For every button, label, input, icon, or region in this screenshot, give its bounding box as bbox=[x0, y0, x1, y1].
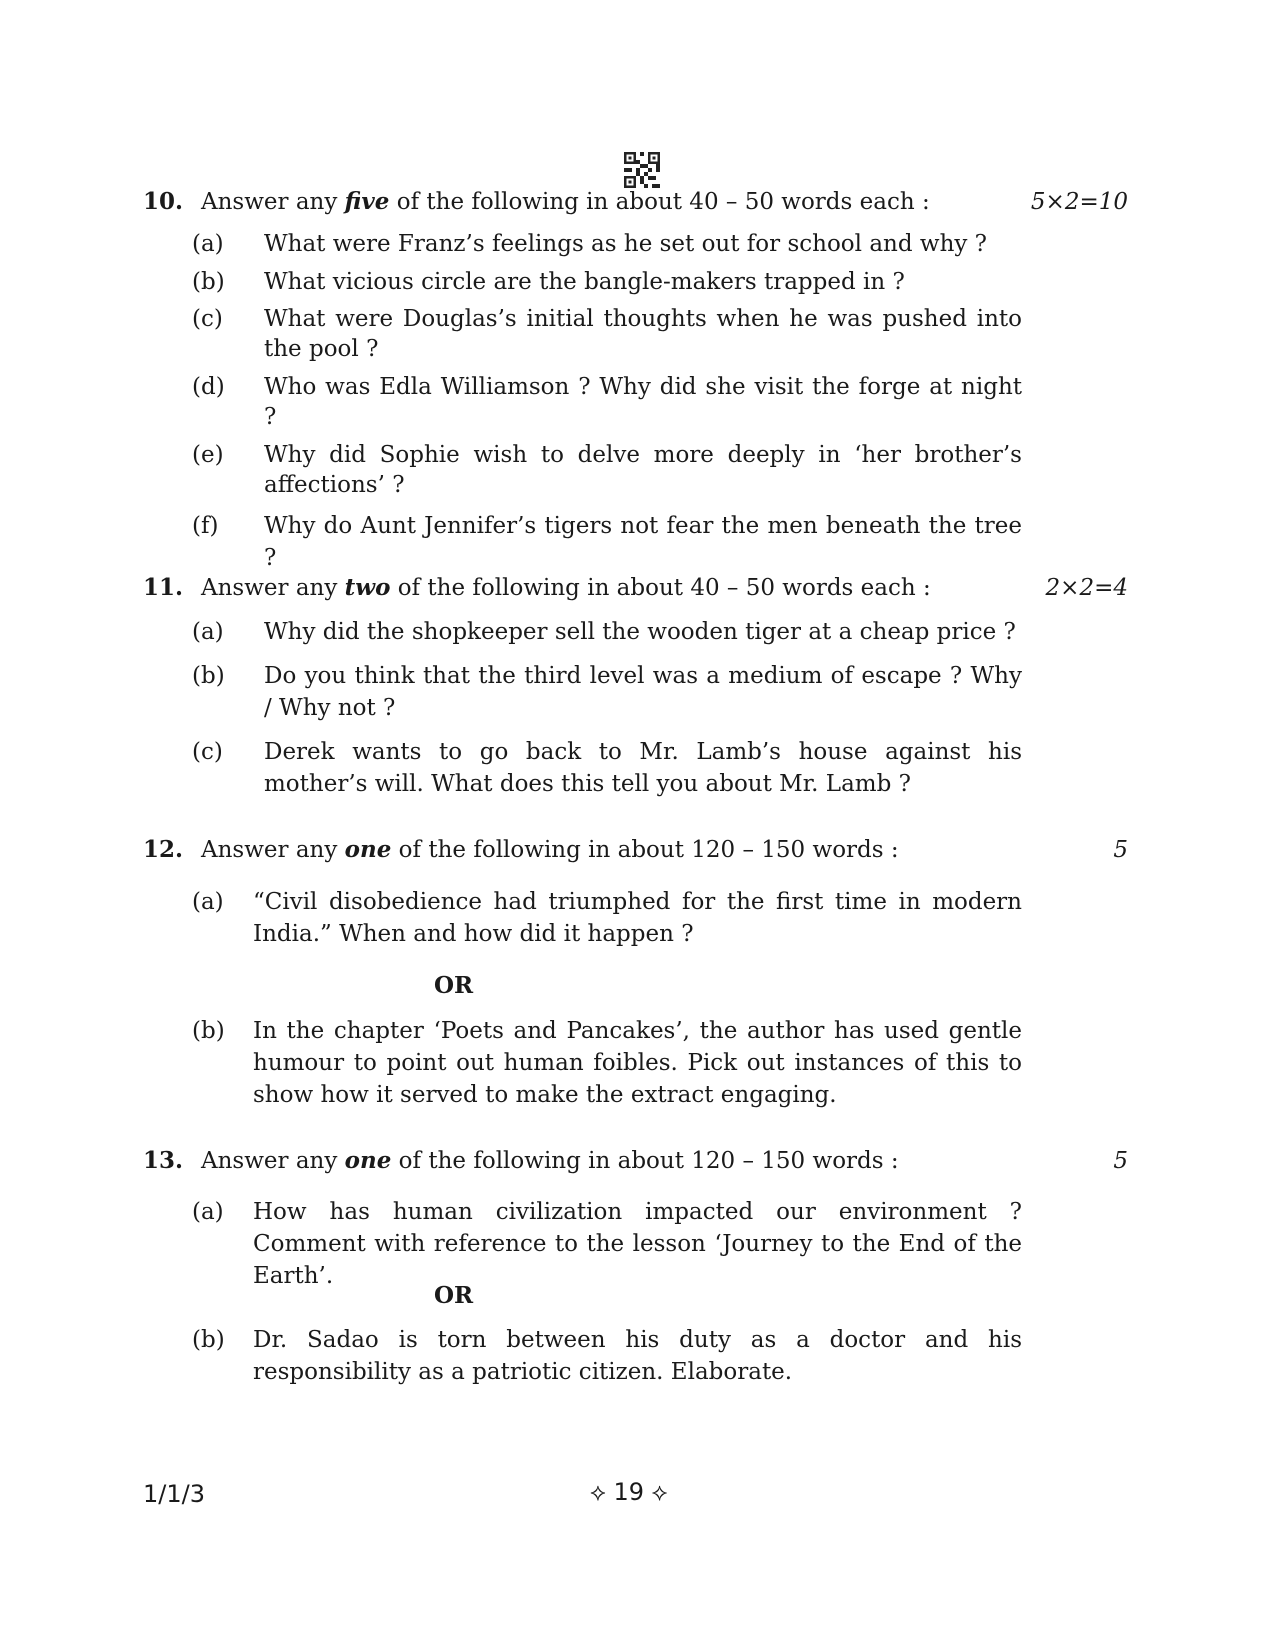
sub-question-label: (f) bbox=[192, 513, 219, 539]
sub-question-label: (b) bbox=[192, 1327, 225, 1353]
sub-question-label: (e) bbox=[192, 442, 224, 468]
sub-question-text: What were Franz’s feelings as he set out for school and why ? bbox=[264, 231, 988, 257]
sub-question-label: (a) bbox=[192, 1199, 224, 1225]
question-number: 13. bbox=[143, 1147, 184, 1174]
sub-question-label: (d) bbox=[192, 374, 225, 400]
question-marks: 5 bbox=[1113, 837, 1128, 863]
paper-code: 1/1/3 bbox=[143, 1480, 205, 1508]
question-13-header bbox=[143, 1145, 1128, 1177]
sub-question-label: (c) bbox=[192, 739, 223, 765]
question-marks: 2×2=4 bbox=[1045, 575, 1128, 601]
sub-question-label: (b) bbox=[192, 269, 225, 295]
page-number: ⟡ 19 ⟡ bbox=[590, 1478, 668, 1506]
question-number: 10. bbox=[143, 188, 184, 215]
sub-question-label: (b) bbox=[192, 663, 225, 689]
sub-question-label: (a) bbox=[192, 619, 224, 645]
question-marks: 5×2=10 bbox=[1030, 189, 1128, 215]
sub-question-text: Why do Aunt Jennifer’s tigers not fear the men beneath the tree ? bbox=[264, 513, 1022, 571]
qr-code-icon bbox=[624, 152, 660, 188]
or-separator: OR bbox=[434, 1282, 474, 1309]
question-10-header bbox=[143, 186, 1128, 218]
question-number: 12. bbox=[143, 836, 184, 863]
question-instruction: Answer any five of the following in about 40 – 50 words each : bbox=[201, 188, 930, 215]
sub-question-text: How has human civilization impacted our environment ? Comment with reference to the lesson ‘Journey to the End of the Earth’. bbox=[253, 1199, 1022, 1289]
sub-question-text: Why did the shopkeeper sell the wooden tiger at a cheap price ? bbox=[264, 619, 1016, 645]
sub-question-text: What vicious circle are the bangle-makers trapped in ? bbox=[264, 269, 905, 295]
sub-question-text: Who was Edla Williamson ? Why did she visit the forge at night ? bbox=[264, 374, 1022, 430]
question-number: 11. bbox=[143, 574, 184, 601]
question-instruction: Answer any one of the following in about 120 – 150 words : bbox=[201, 836, 899, 863]
question-instruction: Answer any two of the following in about 40 – 50 words each : bbox=[201, 574, 931, 601]
sub-question-text: Dr. Sadao is torn between his duty as a doctor and his responsibility as a patriotic citizen. Elaborate. bbox=[253, 1327, 1022, 1385]
question-instruction: Answer any one of the following in about 120 – 150 words : bbox=[201, 1147, 899, 1174]
sub-question-text: Derek wants to go back to Mr. Lamb’s house against his mother’s will. What does this tell you about Mr. Lamb ? bbox=[264, 739, 1022, 797]
sub-question-label: (a) bbox=[192, 889, 224, 915]
or-separator: OR bbox=[434, 972, 474, 999]
question-marks: 5 bbox=[1113, 1148, 1128, 1174]
sub-question-text: Do you think that the third level was a medium of escape ? Why / Why not ? bbox=[264, 663, 1022, 721]
question-12-header bbox=[143, 834, 1128, 866]
sub-question-text: Why did Sophie wish to delve more deeply in ‘her brother’s affections’ ? bbox=[264, 442, 1022, 498]
question-11-header bbox=[143, 572, 1128, 604]
sub-question-label: (b) bbox=[192, 1018, 225, 1044]
sub-question-text: In the chapter ‘Poets and Pancakes’, the author has used gentle humour to point out human foibles. Pick out instances of this to show how it served to make the extract engaging. bbox=[253, 1018, 1022, 1108]
sub-question-text: “Civil disobedience had triumphed for the first time in modern India.” When and how did it happen ? bbox=[253, 889, 1022, 947]
sub-question-text: What were Douglas’s initial thoughts when he was pushed into the pool ? bbox=[264, 306, 1022, 362]
sub-question-label: (c) bbox=[192, 306, 223, 332]
sub-question-label: (a) bbox=[192, 231, 224, 257]
